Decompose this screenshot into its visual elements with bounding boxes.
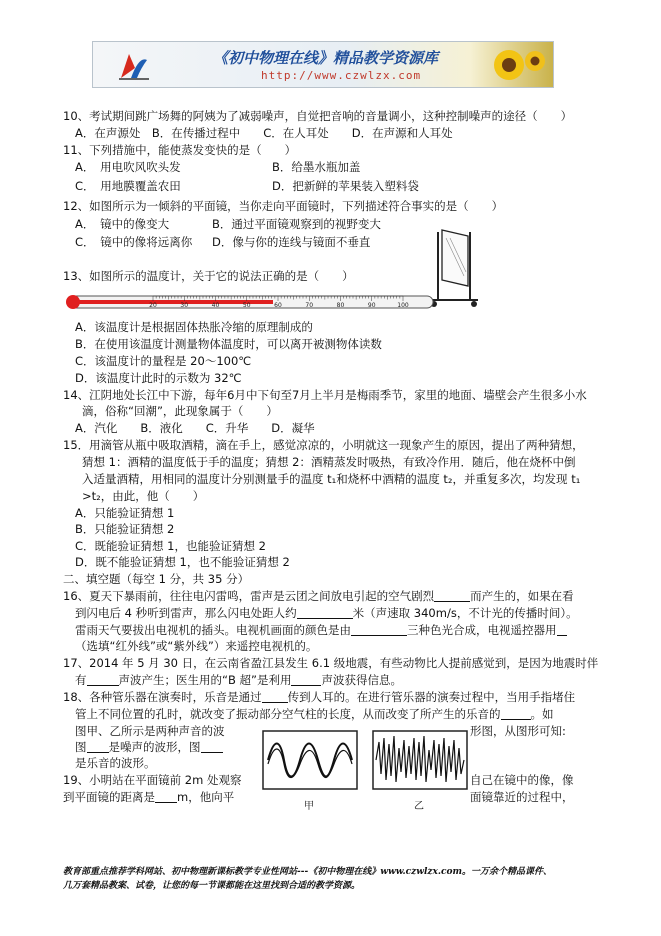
- q10-options: A．在声源处 B．在传播过程中 C．在人耳处 D．在声源和人耳处: [75, 126, 453, 140]
- q12-option-d: D．像与你的连线与镜面不垂直: [212, 235, 371, 249]
- q19-line2-left: [63, 790, 234, 805]
- waveform-jia-figure: [262, 730, 358, 790]
- banner-title: 《初中物理在线》精品教学资源库: [213, 49, 439, 67]
- q18-line2-a: 管上不同位置的孔时，就改变了振动部分空气柱的长度，从而改变了所产生的乐音的: [75, 707, 501, 721]
- q16-blank2[interactable]: [297, 607, 353, 619]
- q11-stem: 11、下列措施中，能使蒸发变快的是（ ）: [63, 143, 297, 157]
- section2-heading: 二、填空题（每空 1 分，共 35 分）: [63, 572, 250, 586]
- q19-line1-right: 自己在镜中的像，像: [470, 773, 574, 787]
- q18-line3-left: 图甲、乙所示是两种声音的波: [75, 724, 225, 738]
- q15-option-b: B．只能验证猜想 2: [75, 522, 175, 536]
- thermometer-tick-label: 90: [367, 302, 376, 309]
- q16-line1-b: 而产生的，如果在看: [470, 589, 574, 603]
- thermometer-tick-label: 80: [336, 302, 345, 309]
- thermometer-tick-label: 60: [274, 302, 282, 309]
- q18-line2-b: 。如: [530, 707, 554, 721]
- waveform-yi-label: 乙: [414, 801, 424, 812]
- q12-stem: 12、如图所示为一倾斜的平面镜，当你走向平面镜时，下列描述符合事实的是（ ）: [63, 199, 504, 213]
- header-banner: [92, 41, 554, 88]
- q13-option-c: C．该温度计的量程是 20～100℃: [75, 354, 252, 368]
- q14-line2: 滴，俗称“回潮”，此现象属于（ ）: [82, 404, 278, 418]
- q12-option-c: C． 镜中的像将远离你: [75, 235, 193, 249]
- q18-line5: 是乐音的波形。: [75, 756, 156, 770]
- q16-line2-a: 到闪电后 4 秒听到雷声，那么闪电处距人约: [75, 606, 297, 620]
- footer-line1: 教育部重点推荐学科网站、初中物理新课标教学专业性网站---《初中物理在线》www.czwlzx.com。一万余个精品课件、: [63, 867, 553, 877]
- thermometer-tick-label: 50: [242, 302, 251, 309]
- q18-blank2[interactable]: [501, 708, 531, 720]
- q18-line1: [63, 690, 575, 705]
- q18-line4: [75, 740, 223, 755]
- q19-blank1[interactable]: [155, 791, 177, 803]
- thermometer-tick-label: 70: [305, 302, 314, 309]
- q16-line2-b: 米（声速取 340m/s，不计光的传播时间）。: [352, 606, 578, 620]
- q18-line1-a: 18、各种管乐器在演奏时，乐音是通过: [63, 690, 262, 704]
- q17-line2-b: 声波产生；医生用的“B 超”是利用: [118, 673, 292, 687]
- thermometer-figure: [63, 291, 443, 313]
- q18-line1-b: 传到人耳的。在进行管乐器的演奏过程中，当用手指堵住: [287, 690, 576, 704]
- waveform-jia-label: 甲: [304, 801, 314, 812]
- thermometer-tick-label: 100: [397, 302, 409, 309]
- q16-blank1[interactable]: [434, 590, 470, 602]
- q16-line3-b: 三种色光合成，电视遥控器用: [407, 623, 557, 637]
- q13-stem: 13、如图所示的温度计，关于它的说法正确的是（ ）: [63, 269, 354, 283]
- q14-options: A．汽化 B．液化 C．升华 D．凝华: [75, 421, 315, 435]
- q10-stem: 10、考试期间跳广场舞的阿姨为了减弱噪声，自觉把音响的音量调小，这种控制噪声的途径（ ）: [63, 109, 573, 123]
- q15-line3: 入适量酒精，用相同的温度计分别测量手的温度 t₁和烧杯中酒精的温度 t₂，并重复多次，均发现 t₁: [82, 472, 581, 486]
- q19-line2-a: 到平面镜的距离是: [63, 790, 155, 804]
- q15-line2: 猜想 1：酒精的温度低于手的温度；猜想 2：酒精蒸发时吸热，有致冷作用．随后，他在烧杯中倒: [82, 455, 576, 469]
- q18-line3-right: 形图，从图形可知:: [470, 724, 566, 738]
- banner-url[interactable]: http://www.czwlzx.com: [261, 69, 422, 82]
- q18-blank4[interactable]: [201, 741, 223, 753]
- q16-line1-a: 16、夏天下暴雨前，往往电闪雷鸣，雷声是云团之间放电引起的空气剧烈: [63, 589, 435, 603]
- waveform-yi-figure: [372, 730, 468, 790]
- q17-line1: 17、2014 年 5 月 30 日，在云南省盈江县发生 6.1 级地震，有些动物比人提前感觉到，是因为地震时伴: [63, 656, 599, 670]
- q15-option-c: C．既能验证猜想 1，也能验证猜想 2: [75, 539, 266, 553]
- q16-line3-a: 雷雨天气要拔出电视机的插头。电视机画面的颜色是由: [75, 623, 351, 637]
- q16-line4: （选填“红外线”或“紫外线”）来遥控电视机的。: [75, 639, 318, 653]
- q12-option-b: B．通过平面镜观察到的视野变大: [212, 217, 381, 231]
- site-logo-icon: [117, 48, 151, 82]
- thermometer-tick-label: 30: [180, 302, 189, 309]
- q18-line2: [75, 707, 554, 722]
- q17-line2: [75, 673, 402, 688]
- thermometer-tick-label: 40: [211, 302, 220, 309]
- q16-blank4[interactable]: [557, 624, 567, 636]
- q11-option-a: A． 用电吹风吹头发: [75, 160, 181, 174]
- q17-line2-c: 声波获得信息。: [321, 673, 402, 687]
- q16-blank3[interactable]: [351, 624, 407, 636]
- q19-line1-left: 19、小明站在平面镜前 2m 处观察: [63, 773, 242, 787]
- q16-line2: [75, 606, 578, 621]
- q19-line2-right: 面镜靠近的过程中，: [470, 790, 574, 804]
- q18-line4-b: 是噪声的波形，图: [108, 740, 201, 754]
- q11-option-c: C． 用地膜覆盖农田: [75, 179, 181, 193]
- q12-option-a: A． 镜中的像变大: [75, 217, 170, 231]
- footer-line2: 几万套精品教案、试卷，让您的每一节课都能在这里找到合适的教学资源。: [63, 881, 361, 891]
- q14-line1: 14、江阴地处长江中下游，每年6月中下旬至7月上半月是梅雨季节，家里的地面、墙壁会产生很多小水: [63, 388, 587, 402]
- q13-option-a: A．该温度计是根据固体热胀冷缩的原理制成的: [75, 320, 313, 334]
- q18-blank3[interactable]: [87, 741, 109, 753]
- q13-option-d: D．该温度计此时的示数为 32℃: [75, 371, 242, 385]
- q18-line4-a: 图: [75, 740, 87, 754]
- q16-line3: [75, 623, 567, 638]
- q18-blank1[interactable]: [262, 691, 288, 703]
- q16-line1: [63, 589, 574, 604]
- q19-line2-b: m，他向平: [177, 790, 235, 804]
- q11-option-b: B．给墨水瓶加盖: [272, 160, 361, 174]
- q15-line1: 15．用滴管从瓶中吸取酒精，滴在手上，感觉凉凉的，小明就这一现象产生的原因，提出了两种猜想，: [63, 438, 584, 452]
- sunflower-icon: [487, 45, 547, 85]
- q13-option-b: B．在使用该温度计测量物体温度时，可以离开被测物体读数: [75, 337, 382, 351]
- q17-line2-a: 有: [75, 673, 87, 687]
- q17-blank1[interactable]: [87, 674, 119, 686]
- q15-option-d: D．既不能验证猜想 1，也不能验证猜想 2: [75, 555, 290, 569]
- q17-blank2[interactable]: [291, 674, 321, 686]
- thermometer-tick-label: 20: [149, 302, 157, 309]
- q15-option-a: A．只能验证猜想 1: [75, 506, 175, 520]
- q15-line4: >t₂，由此，他（ ）: [82, 489, 205, 503]
- q11-option-d: D．把新鲜的苹果装入塑料袋: [272, 179, 419, 193]
